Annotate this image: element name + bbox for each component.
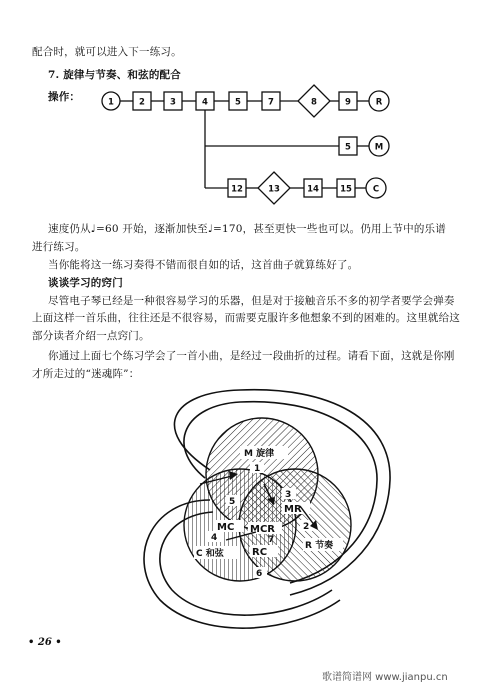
venn-label-melody: M 旋律 <box>244 449 275 459</box>
section-7-title: 7. 旋律与节奏、和弦的配合 <box>48 69 181 81</box>
flow-label: 5 <box>235 97 241 108</box>
flow-label: 5 <box>345 142 351 153</box>
para1-line-1: 尽管电子琴已经是一种很容易学习的乐器，但是对于接触音乐不多的初学者要学会弹奏 <box>48 295 455 307</box>
venn-step-number: 5 <box>229 497 236 507</box>
speed-line-1: 速度仍从♩=60 开始，逐渐加快至♩=170，甚至更快一些也可以。仍用上节中的乐谱 <box>48 223 446 235</box>
tips-title: 谈谈学习的窍门 <box>48 277 123 289</box>
venn-step-number: 4 <box>211 533 218 543</box>
venn-label-rc: RC <box>252 547 268 558</box>
venn-step-number: 2 <box>303 522 310 532</box>
site-watermark: 歌谱简谱网 www.jianpu.cn <box>322 672 448 683</box>
flow-label: 1 <box>108 97 114 108</box>
flow-label: C <box>372 184 380 195</box>
flow-label: 13 <box>268 184 280 195</box>
para2-line-2: 才所走过的“迷魂阵”： <box>32 368 140 380</box>
venn-step-number: 3 <box>285 490 292 500</box>
operation-label: 操作： <box>48 91 81 103</box>
venn-label-rhythm: R 节奏 <box>305 541 334 551</box>
venn-label-chord: C 和弦 <box>196 549 224 559</box>
venn-step-number: 1 <box>254 464 261 474</box>
flow-label: 9 <box>345 97 351 108</box>
page-number: • 26 • <box>28 637 62 648</box>
venn-step-number: 6 <box>256 569 263 579</box>
flow-label: 7 <box>268 97 274 108</box>
para1-line-2: 上面这样一首乐曲，往往还是不很容易，而需要克服许多他想象不到的困难的。这里就给这 <box>32 312 460 324</box>
text-line-top: 配合时，就可以进入下一练习。 <box>32 46 182 58</box>
flow-label: 15 <box>340 184 352 195</box>
para1-line-3: 部分读者介绍一点窍门。 <box>32 330 150 342</box>
flow-label: 3 <box>170 97 176 108</box>
speed-line-2: 进行练习。 <box>32 241 86 253</box>
flow-label: 14 <box>307 184 319 195</box>
venn-label-mcr: MCR <box>250 524 275 535</box>
flow-label: R <box>375 97 383 108</box>
flow-label: 4 <box>202 97 208 108</box>
venn-label-mr: MR <box>284 504 302 515</box>
when-line: 当你能将这一练习奏得不错而很自如的话，这首曲子就算练好了。 <box>48 259 359 271</box>
flow-label: 8 <box>311 97 317 108</box>
flow-label: M <box>374 142 384 153</box>
venn-label-mc: MC <box>217 522 235 533</box>
venn-step-number: 7 <box>268 535 275 545</box>
flow-label: 2 <box>139 97 145 108</box>
flow-label: 12 <box>231 184 243 195</box>
para2-line-1: 你通过上面七个练习学会了一首小曲，是经过一段曲折的过程。请看下面，这就是你刚 <box>48 350 455 362</box>
